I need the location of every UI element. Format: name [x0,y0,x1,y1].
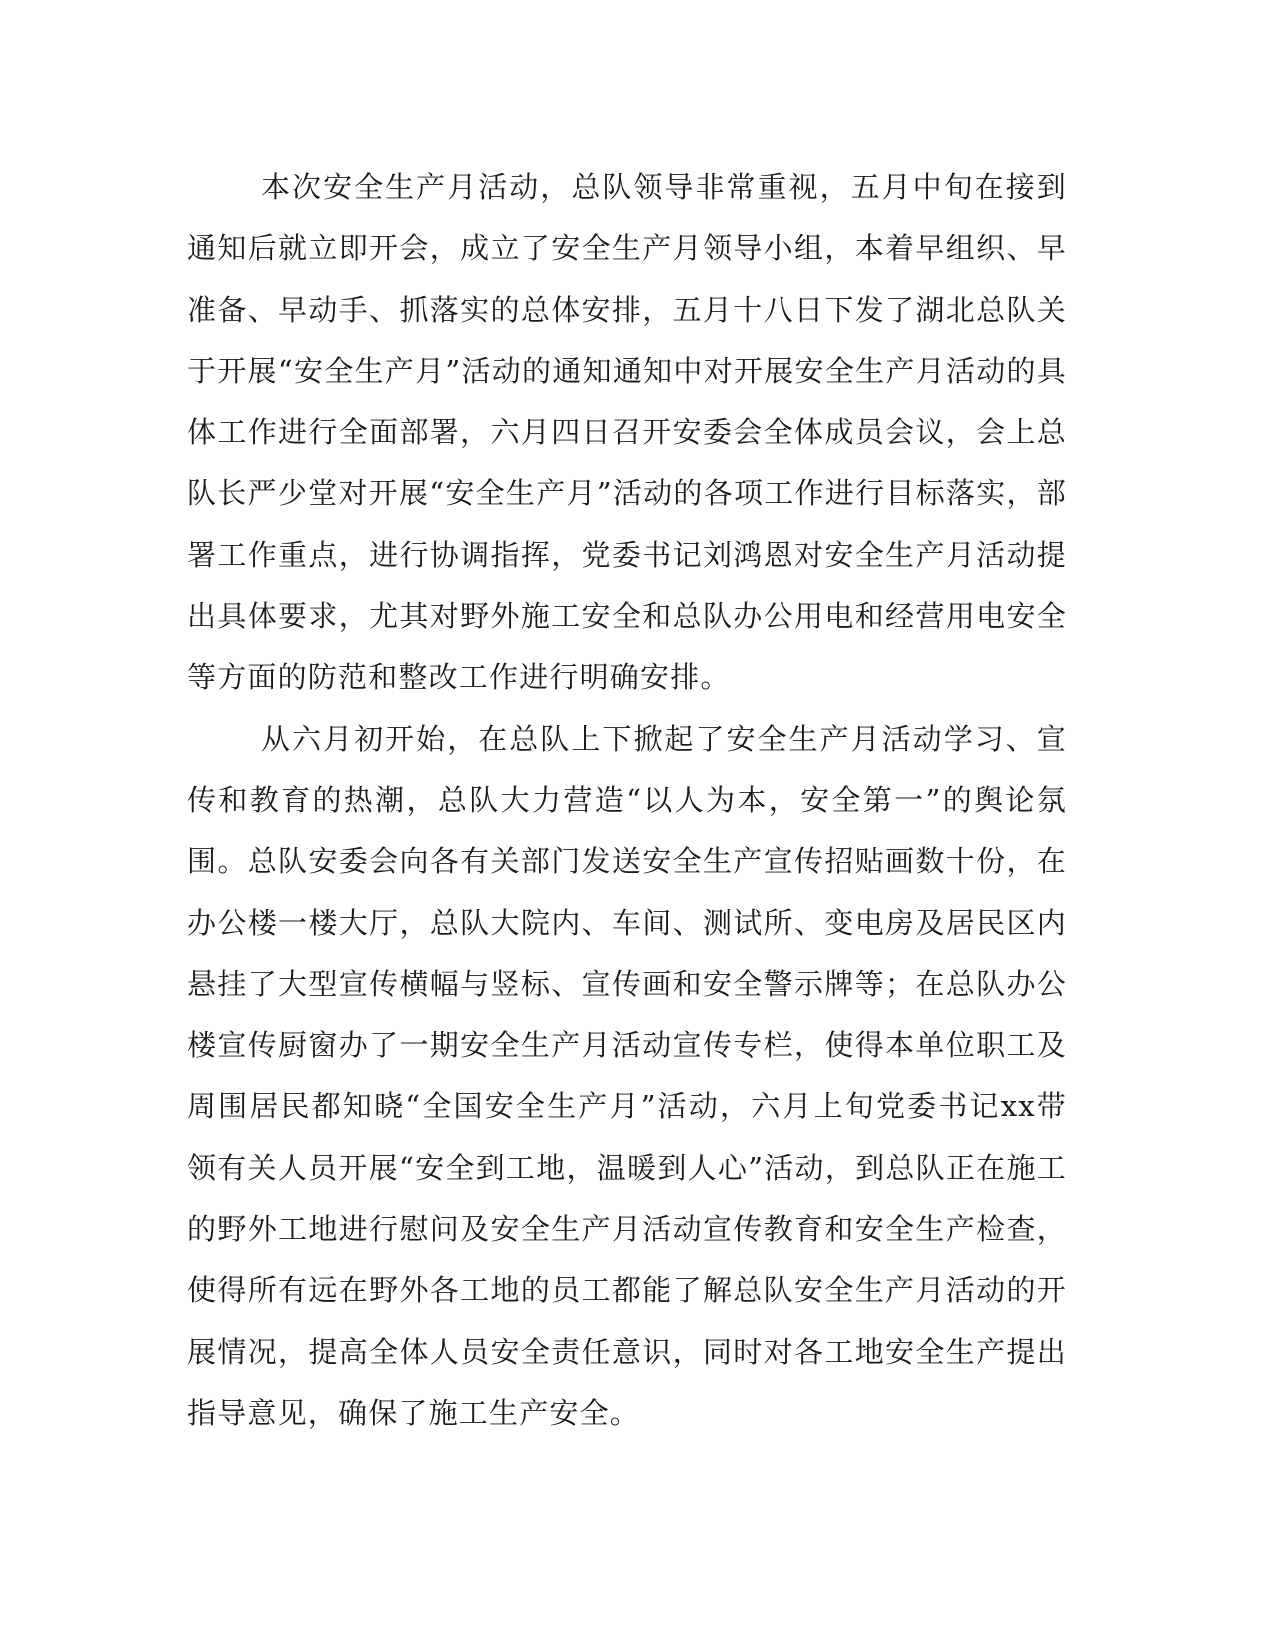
document-body [187,157,1067,1444]
paragraph-1: 本次安全生产月活动，总队领导非常重视，五月中旬在接到通知后就立即开会，成立了安全生产月领导小组，本着早组织、早准备、早动手、抓落实的总体安排，五月十八日下发了湖北总队关于开展“安全生产月”活动的通知通知中对开展安全生产月活动的具体工作进行全面部署，六月四日召开安委会全体成员会议，会上总队长严少堂对开展“安全生产月”活动的各项工作进行目标落实，部署工作重点，进行协调指挥，党委书记刘鸿恩对安全生产月活动提出具体要求，尤其对野外施工安全和总队办公用电和经营用电安全等方面的防范和整改工作进行明确安排。 [187,170,1067,695]
paragraph-2: 从六月初开始，在总队上下掀起了安全生产月活动学习、宣传和教育的热潮，总队大力营造“以人为本，安全第一”的舆论氛围。总队安委会向各有关部门发送安全生产宣传招贴画数十份，在办公楼一楼大厅，总队大院内、车间、测试所、变电房及居民区内悬挂了大型宣传横幅与竖标、宣传画和安全警示牌等；在总队办公楼宣传厨窗办了一期安全生产月活动宣传专栏，使得本单位职工及周围居民都知晓“全国安全生产月”活动，六月上旬党委书记xx带领有关人员开展“安全到工地，温暖到人心”活动，到总队正在施工的野外工地进行慰问及安全生产月活动宣传教育和安全生产检查，使得所有远在野外各工地的员工都能了解总队安全生产月活动的开展情况，提高全体人员安全责任意识，同时对各工地安全生产提出指导意见，确保了施工生产安全。 [187,721,1067,1430]
